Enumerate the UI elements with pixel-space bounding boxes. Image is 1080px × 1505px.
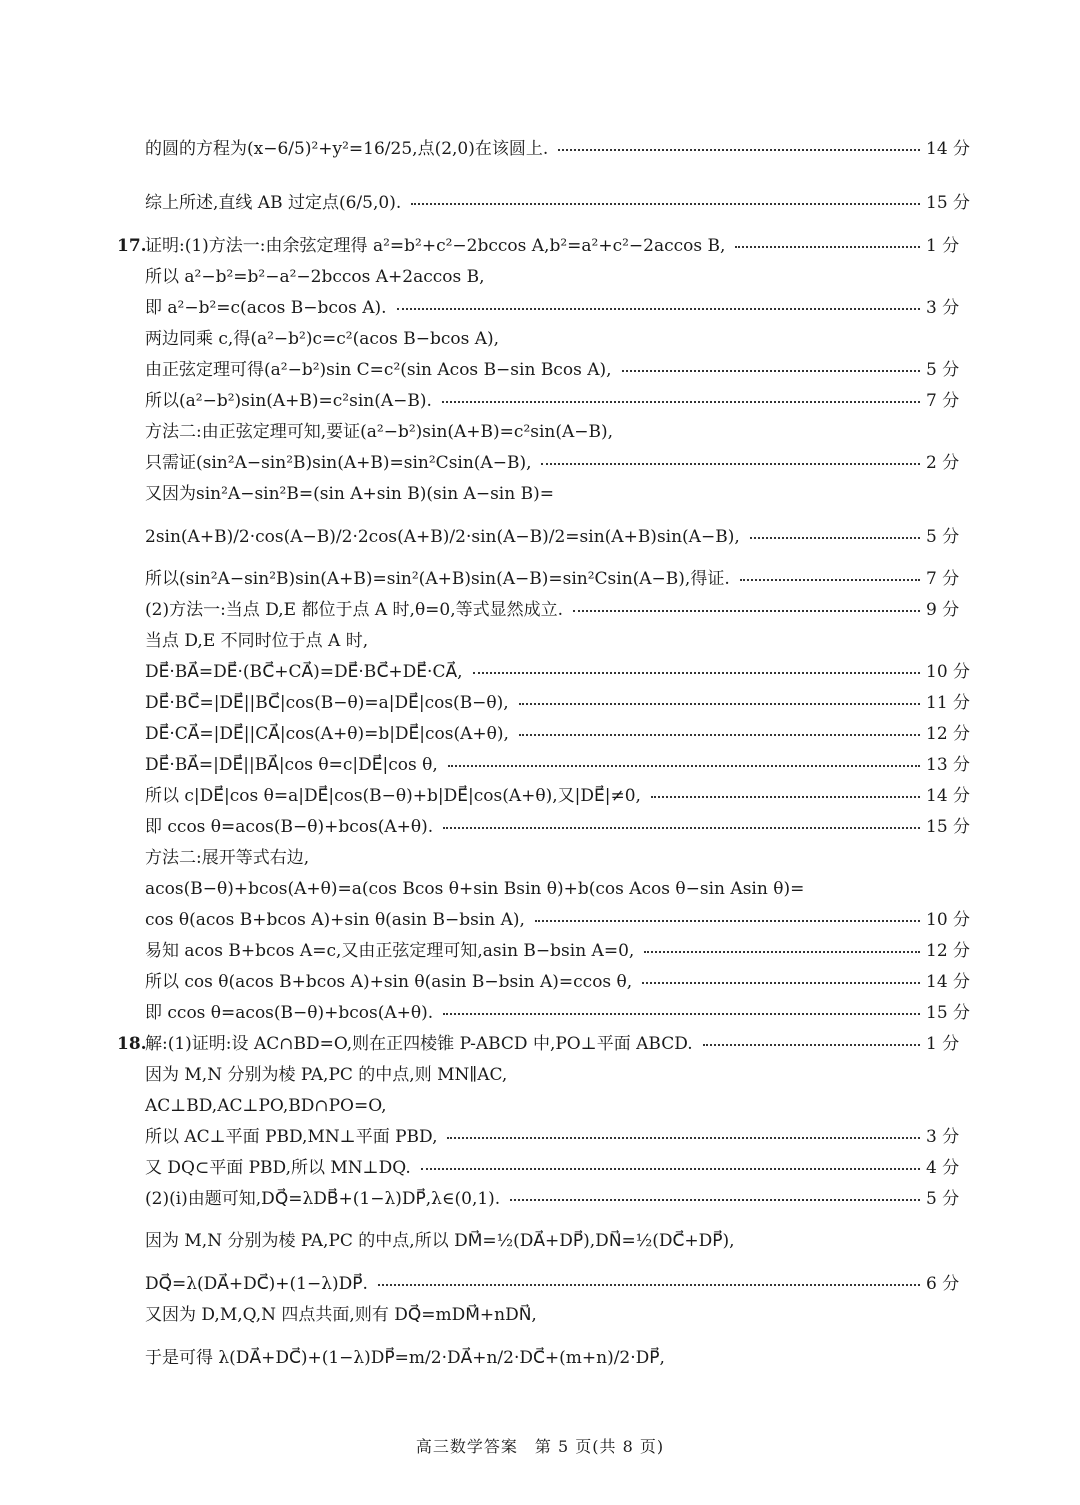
line-text: 方法二:展开等式右边, xyxy=(145,847,315,869)
score-label: 7 分 xyxy=(922,568,959,590)
dotted-leader xyxy=(519,734,920,736)
line-text: 方法二:由正弦定理可知,要证(a²−b²)sin(A+B)=c²sin(A−B), xyxy=(145,421,619,443)
line-text: 所以 a²−b²=b²−a²−2bccos A+2accos B, xyxy=(145,266,491,288)
line-text: (2)(i)由题可知,DQ⃗=λDB⃗+(1−λ)DP⃗,λ∈(0,1). xyxy=(145,1188,506,1210)
score-label: 15 分 xyxy=(922,816,970,838)
dotted-leader xyxy=(421,1168,920,1170)
line-text: 所以 AC⊥平面 PBD,MN⊥平面 PBD, xyxy=(145,1126,443,1148)
dotted-leader xyxy=(443,1013,920,1015)
score-label: 14 分 xyxy=(922,138,970,160)
score-label: 11 分 xyxy=(922,692,970,714)
dotted-leader xyxy=(411,203,920,205)
score-label: 14 分 xyxy=(922,971,970,993)
dotted-leader xyxy=(378,1284,920,1286)
dotted-leader xyxy=(535,920,920,922)
dotted-leader xyxy=(558,149,920,151)
dotted-leader xyxy=(644,951,920,953)
score-label: 3 分 xyxy=(922,297,959,319)
dotted-leader xyxy=(541,463,920,465)
score-label: 1 分 xyxy=(922,235,959,257)
score-label: 4 分 xyxy=(922,1157,959,1179)
score-label: 13 分 xyxy=(922,754,970,776)
dotted-leader xyxy=(651,796,920,798)
dotted-leader xyxy=(443,827,920,829)
score-label: 9 分 xyxy=(922,599,959,621)
dotted-leader xyxy=(573,610,920,612)
score-label: 3 分 xyxy=(922,1126,959,1148)
score-label: 2 分 xyxy=(922,452,959,474)
score-label: 6 分 xyxy=(922,1273,959,1295)
line-text: DE⃗·BA⃗=DE⃗·(BC⃗+CA⃗)=DE⃗·BC⃗+DE⃗·CA⃗, xyxy=(145,661,469,683)
line-text: 解:(1)证明:设 AC∩BD=O,则在正四棱锥 P-ABCD 中,PO⊥平面 ABCD. xyxy=(145,1033,699,1055)
line-text: 2sin(A+B)/2·cos(A−B)/2·2cos(A+B)/2·sin(A−B)/2=sin(A+B)sin(A−B), xyxy=(145,526,746,548)
line-text: 所以 cos θ(acos B+bcos A)+sin θ(asin B−bsin A)=ccos θ, xyxy=(145,971,638,993)
dotted-leader xyxy=(703,1044,920,1046)
line-text: AC⊥BD,AC⊥PO,BD∩PO=O, xyxy=(145,1095,393,1117)
line-text: 易知 acos B+bcos A=c,又由正弦定理可知,asin B−bsin A=0, xyxy=(145,940,640,962)
line-text: cos θ(acos B+bcos A)+sin θ(asin B−bsin A), xyxy=(145,909,531,931)
score-label: 5 分 xyxy=(922,1188,959,1210)
line-text: DE⃗·BA⃗=|DE⃗||BA⃗|cos θ=c|DE⃗|cos θ, xyxy=(145,754,444,776)
dotted-leader xyxy=(750,537,920,539)
page-footer: 高三数学答案 第 5 页(共 8 页) xyxy=(415,1437,665,1456)
line-text: 于是可得 λ(DA⃗+DC⃗)+(1−λ)DP⃗=m/2·DA⃗+n/2·DC⃗+(m+n)/2·DP⃗, xyxy=(145,1347,671,1369)
score-label: 14 分 xyxy=(922,785,970,807)
line-text: (2)方法一:当点 D,E 都位于点 A 时,θ=0,等式显然成立. xyxy=(145,599,569,621)
line-text: 因为 M,N 分别为棱 PA,PC 的中点,则 MN∥AC, xyxy=(145,1064,513,1086)
line-text: 综上所述,直线 AB 过定点(6/5,0). xyxy=(145,192,407,214)
line-text: DE⃗·CA⃗=|DE⃗||CA⃗|cos(A+θ)=b|DE⃗|cos(A+θ), xyxy=(145,723,515,745)
score-label: 10 分 xyxy=(922,909,970,931)
dotted-leader xyxy=(519,703,920,705)
line-text: 由正弦定理可得(a²−b²)sin C=c²(sin Acos B−sin Bcos A), xyxy=(145,359,618,381)
dotted-leader xyxy=(642,982,920,984)
line-text: 又 DQ⊂平面 PBD,所以 MN⊥DQ. xyxy=(145,1157,417,1179)
line-text: 两边同乘 c,得(a²−b²)c=c²(acos B−bcos A), xyxy=(145,328,505,350)
line-text: 所以 c|DE⃗|cos θ=a|DE⃗|cos(B−θ)+b|DE⃗|cos(A+θ),又|DE⃗|≠0, xyxy=(145,785,647,807)
score-label: 5 分 xyxy=(922,526,959,548)
line-text: 即 a²−b²=c(acos B−bcos A). xyxy=(145,297,393,319)
score-label: 1 分 xyxy=(922,1033,959,1055)
score-label: 12 分 xyxy=(922,723,970,745)
dotted-leader xyxy=(622,370,920,372)
score-label: 15 分 xyxy=(922,192,970,214)
line-text: DQ⃗=λ(DA⃗+DC⃗)+(1−λ)DP⃗. xyxy=(145,1273,374,1295)
line-text: 的圆的方程为(x−6/5)²+y²=16/25,点(2,0)在该圆上. xyxy=(145,138,554,160)
dotted-leader xyxy=(510,1199,920,1201)
dotted-leader xyxy=(448,765,920,767)
dotted-leader xyxy=(442,401,920,403)
score-label: 5 分 xyxy=(922,359,959,381)
line-text: 因为 M,N 分别为棱 PA,PC 的中点,所以 DM⃗=½(DA⃗+DP⃗),DN⃗=½(DC⃗+DP⃗), xyxy=(145,1230,741,1252)
dotted-leader xyxy=(735,246,920,248)
line-text: 即 ccos θ=acos(B−θ)+bcos(A+θ). xyxy=(145,816,439,838)
dotted-leader xyxy=(397,308,920,310)
line-text: 所以(a²−b²)sin(A+B)=c²sin(A−B). xyxy=(145,390,438,412)
line-text: 只需证(sin²A−sin²B)sin(A+B)=sin²Csin(A−B), xyxy=(145,452,537,474)
line-text: 又因为sin²A−sin²B=(sin A+sin B)(sin A−sin B)= xyxy=(145,483,560,505)
score-label: 7 分 xyxy=(922,390,959,412)
line-text: 证明:(1)方法一:由余弦定理得 a²=b²+c²−2bccos A,b²=a²+c²−2accos B, xyxy=(145,235,731,257)
score-label: 15 分 xyxy=(922,1002,970,1024)
line-text: 当点 D,E 不同时位于点 A 时, xyxy=(145,630,374,652)
score-label: 10 分 xyxy=(922,661,970,683)
dotted-leader xyxy=(740,579,920,581)
dotted-leader xyxy=(447,1137,920,1139)
line-text: 所以(sin²A−sin²B)sin(A+B)=sin²(A+B)sin(A−B)=sin²Csin(A−B),得证. xyxy=(145,568,736,590)
score-label: 12 分 xyxy=(922,940,970,962)
line-text: DE⃗·BC⃗=|DE⃗||BC⃗|cos(B−θ)=a|DE⃗|cos(B−θ), xyxy=(145,692,515,714)
line-text: 即 ccos θ=acos(B−θ)+bcos(A+θ). xyxy=(145,1002,439,1024)
question-number: 17. xyxy=(117,236,147,256)
dotted-leader xyxy=(473,672,921,674)
line-text: 又因为 D,M,Q,N 四点共面,则有 DQ⃗=mDM⃗+nDN⃗, xyxy=(145,1304,543,1326)
question-number: 18. xyxy=(117,1034,147,1054)
line-text: acos(B−θ)+bcos(A+θ)=a(cos Bcos θ+sin Bsin θ)+b(cos Acos θ−sin Asin θ)= xyxy=(145,878,810,900)
